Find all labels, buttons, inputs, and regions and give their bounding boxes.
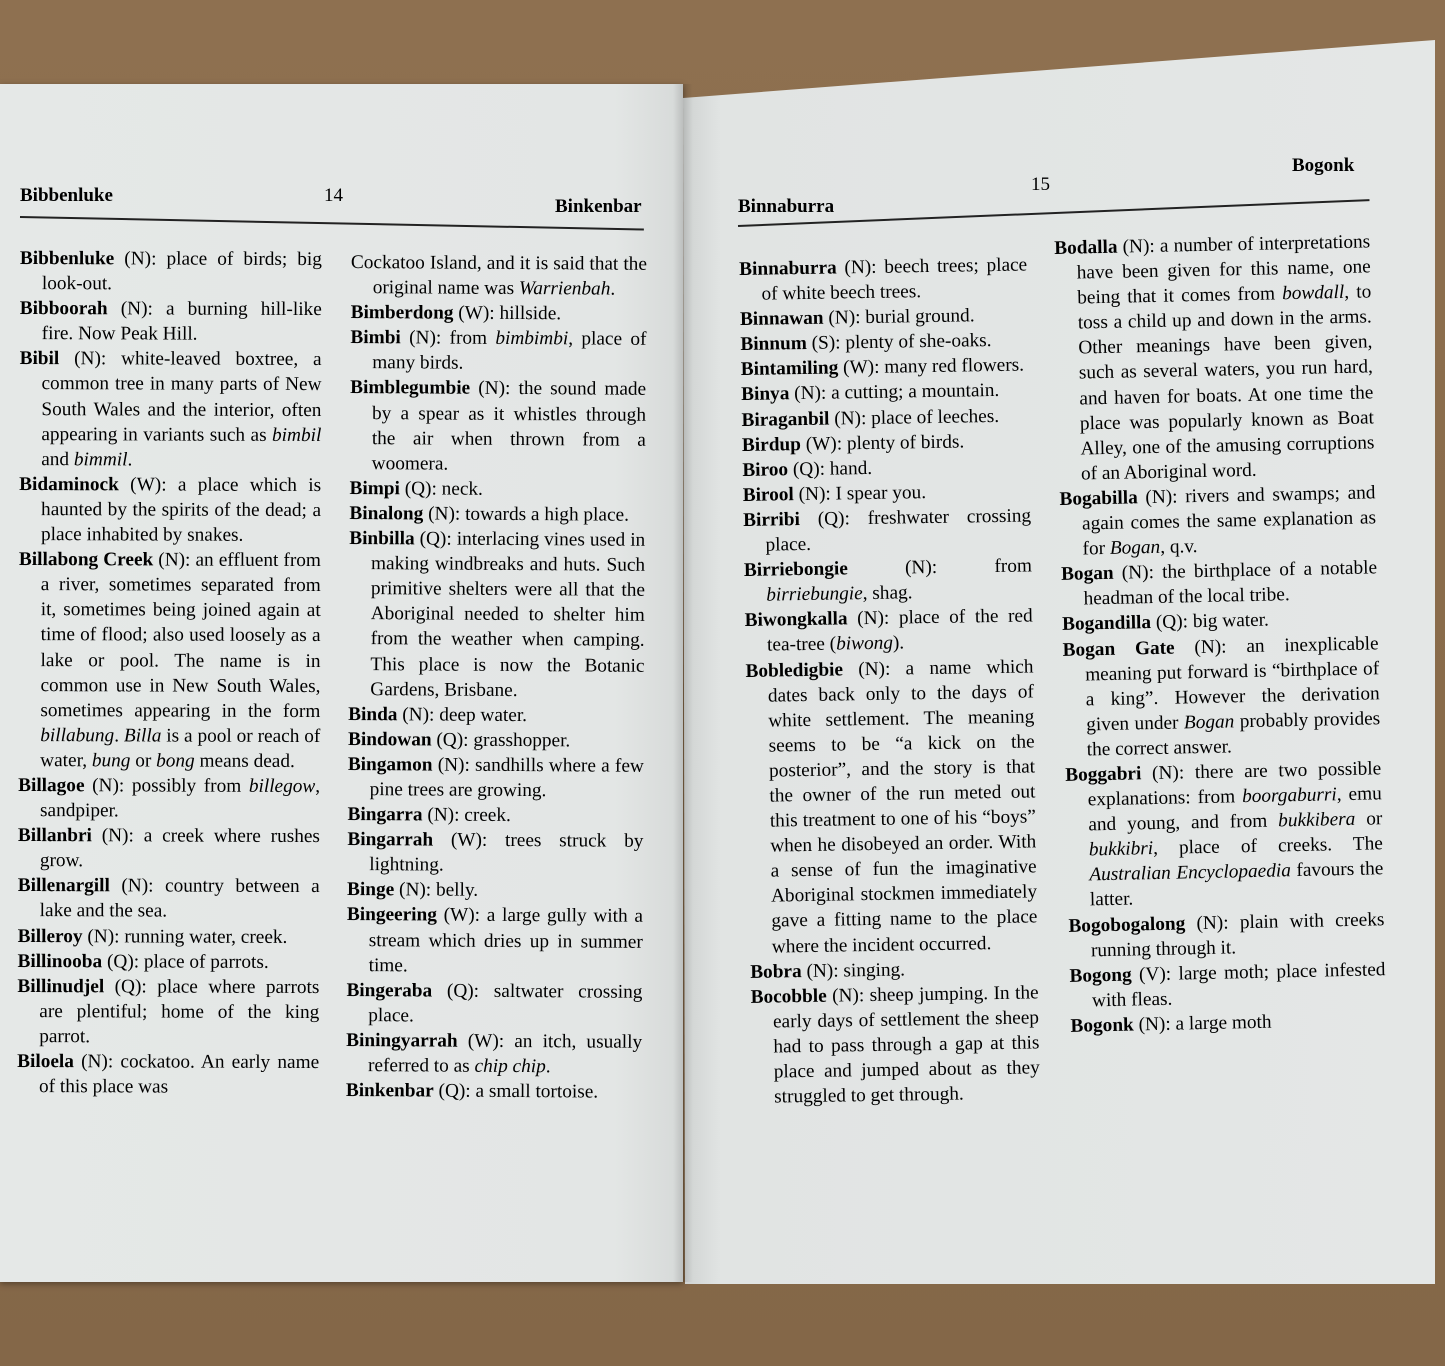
dictionary-entry	[744, 554, 1033, 609]
dictionary-entry	[1065, 756, 1384, 913]
entry-headword: Binalong	[349, 502, 424, 525]
entry-definition: (W): many red flowers.	[838, 354, 1025, 379]
entry-italic-term: biwong	[835, 633, 894, 655]
entry-headword: Binnum	[740, 333, 807, 356]
dictionary-entry	[349, 476, 645, 503]
left-running-head-start: Bibbenluke	[20, 185, 113, 206]
dictionary-entry	[750, 980, 1040, 1110]
entry-headword: Billeroy	[17, 925, 83, 947]
entry-definition: (W): trees struck by lightning.	[369, 829, 644, 876]
dictionary-entry	[1059, 480, 1377, 562]
entry-definition: (N): from	[847, 555, 1033, 580]
entry-definition: (N): beech trees; place of white beech trees.	[761, 254, 1028, 305]
entry-definition: (N): a large moth	[1133, 1011, 1272, 1036]
entry-definition: (W): plenty of birds.	[800, 431, 965, 455]
dictionary-entry	[347, 827, 643, 879]
dictionary-entry	[1068, 907, 1385, 964]
right-column-2	[1054, 229, 1387, 1038]
entry-definition: .	[127, 449, 133, 471]
entry-definition: (Q): place of parrots.	[102, 950, 269, 973]
dictionary-entry	[346, 1078, 642, 1105]
dictionary-entry	[741, 403, 1029, 433]
entry-headword: Billabong Creek	[18, 549, 154, 571]
entry-definition: (N): a number of interpretations have been given for this name, one being that it comes from	[1076, 231, 1371, 309]
entry-definition: (Q): freshwater crossing place.	[765, 505, 1032, 556]
entry-definition: , place of creeks. The	[1152, 833, 1384, 860]
entry-italic-term: boorgaburri	[1241, 784, 1337, 808]
dictionary-entry	[18, 873, 320, 924]
entry-italic-term: bung	[91, 750, 131, 772]
entry-definition: .	[545, 1056, 551, 1078]
entry-headword: Bimbi	[350, 327, 401, 349]
entry-headword: Bogonk	[1070, 1014, 1134, 1037]
entry-definition: (N): place of birds; big look-out.	[41, 248, 322, 295]
entry-headword: Bocobble	[750, 985, 827, 1008]
dictionary-entry	[350, 375, 647, 477]
dictionary-entry	[741, 378, 1029, 408]
dictionary-entry	[17, 974, 319, 1050]
dictionary-entry	[1061, 556, 1378, 613]
entry-headword: Bingeering	[346, 904, 437, 926]
entry-definition: .	[114, 725, 124, 747]
entry-definition: means dead.	[194, 750, 295, 772]
entry-definition: Cockatoo Island, and it is said that the original name was	[350, 251, 647, 300]
dictionary-entry	[348, 727, 644, 754]
entry-headword: Bibil	[19, 348, 60, 370]
entry-definition: , to toss a child up and down in the arms. Other meanings have been given, such as several waters, you run hard, and haven for boats. At one time the place was popularly known as Boat Alley, one of the amusing corruptions of an Aboriginal word.	[1077, 281, 1375, 485]
entry-headword: Billinudjel	[17, 975, 105, 998]
entry-headword: Bimblegumbie	[350, 377, 471, 400]
right-column-1	[739, 252, 1040, 1110]
entry-definition: (N): an inexplicable meaning put forward is “birthplace of a king”. However the derivation given under	[1084, 632, 1380, 736]
entry-definition: (N): belly.	[394, 879, 479, 902]
entry-italic-term: bukkibera	[1277, 808, 1356, 832]
entry-headword: Bobledigbie	[745, 658, 844, 682]
entry-definition: (N): possibly from	[84, 775, 249, 797]
entry-headword: Bodalla	[1054, 236, 1118, 259]
left-column-2	[346, 250, 647, 1105]
entry-definition: (Q): big water.	[1150, 609, 1270, 634]
entry-headword: Birribi	[742, 509, 801, 531]
entry-headword: Bibboorah	[19, 298, 108, 320]
dictionary-entry	[18, 924, 320, 950]
entry-definition: probably provides the correct answer.	[1086, 708, 1381, 761]
entry-definition: (Q): a small tortoise.	[433, 1080, 599, 1103]
dictionary-entry	[349, 501, 645, 528]
entry-italic-term: billegow	[248, 775, 316, 798]
entry-definition: (N): singing.	[801, 959, 906, 982]
entry-definition: (N): place of leeches.	[829, 405, 1000, 430]
entry-italic-term: Australian Encyclopaedia	[1089, 860, 1292, 886]
dictionary-entry	[19, 472, 321, 548]
entry-definition: (Q): neck.	[399, 478, 483, 500]
entry-headword: Bogandilla	[1061, 612, 1152, 636]
entry-headword: Bobra	[750, 960, 802, 983]
entry-definition: (N): from	[400, 327, 496, 350]
entry-headword: Billinooba	[17, 950, 103, 972]
left-page-number: 14	[324, 185, 343, 206]
dictionary-entry	[1069, 957, 1386, 1014]
entry-headword: Birool	[742, 484, 794, 506]
entry-headword: Bingarra	[347, 804, 423, 826]
entry-headword: Bogan Gate	[1062, 637, 1175, 661]
entry-headword: Biroo	[742, 459, 789, 481]
entry-headword: Bindowan	[347, 728, 432, 751]
entry-headword: Bingarrah	[347, 829, 434, 851]
entry-headword: Bintamiling	[740, 357, 839, 381]
entry-definition: ).	[892, 632, 905, 655]
dictionary-entry	[18, 773, 320, 824]
entry-definition: or	[1355, 808, 1383, 830]
dictionary-entry	[20, 296, 322, 347]
entry-definition: (S): plenty of she-oaks.	[806, 330, 992, 355]
entry-headword: Binbilla	[349, 528, 415, 550]
entry-headword: Biraganbil	[741, 408, 830, 431]
dictionary-entry	[351, 300, 647, 327]
right-page-number: 15	[1031, 174, 1050, 195]
entry-definition: (N): a cutting; a mountain.	[789, 380, 1000, 405]
entry-headword: Billagoe	[18, 774, 85, 797]
entry-definition: (N): burial ground.	[823, 305, 975, 329]
entry-italic-term: bimmil	[73, 448, 128, 471]
entry-definition: (N): an effluent from a river, sometimes separated from it, sometimes being joined again at time of flood; also used loosely as a lake or pool. The name is in common use in New South Wales, sometimes appearing in the form	[40, 549, 321, 722]
entry-italic-term: bowdall	[1281, 282, 1345, 305]
entry-italic-term: chip chip	[474, 1055, 546, 1078]
entry-headword: Birdup	[741, 433, 802, 456]
entry-headword: Binda	[348, 703, 398, 725]
book-gutter	[673, 84, 693, 1282]
dictionary-entry	[347, 802, 643, 829]
entry-headword: Bogan	[1060, 563, 1114, 586]
entry-definition: (N): a name which dates back only to the days of white settlement. The meaning seems to be “a kick on the posterior”, and the story is that the owner of the run meted out this treatment to one of his “boys” when he disobeyed an order. With a sense of fun the imaginative Aboriginal stockmen immediately gave a fitting name to the place where the incident occurred.	[767, 655, 1038, 958]
entry-definition: , shag.	[862, 582, 913, 605]
dictionary-entry	[347, 877, 643, 904]
left-running-head-end: Binkenbar	[555, 196, 642, 217]
dictionary-entry	[745, 604, 1034, 659]
entry-headword: Bingamon	[347, 753, 433, 776]
right-running-head-start: Binnaburra	[738, 196, 835, 217]
entry-italic-term: bimbimbi	[495, 328, 569, 350]
entry-definition: , place of many birds.	[372, 328, 647, 375]
entry-definition: (Q): interlacing vines used in making windbreaks and huts. Such primitive shelters were all that the Aboriginal needed to shelter him from the weather when camping. This place is now the Botanic Gardens, Brisbane.	[370, 528, 646, 701]
entry-headword: Bibbenluke	[19, 247, 115, 270]
entry-definition: is a pool or reach of water,	[40, 725, 321, 772]
entry-headword: Binge	[347, 879, 395, 901]
dictionary-entry	[20, 246, 322, 297]
entry-headword: Binnaburra	[739, 257, 837, 280]
entry-headword: Biningyarrah	[346, 1029, 458, 1052]
entry-italic-term: bimbil	[272, 424, 322, 446]
entry-headword: Bimberdong	[350, 302, 454, 324]
entry-definition: (N): rivers and swamps; and again comes the same explanation as for	[1081, 482, 1377, 560]
entry-italic-term: Bogan	[1183, 711, 1235, 734]
dictionary-entry	[346, 1028, 642, 1080]
entry-italic-term: Billa	[123, 725, 162, 747]
entry-definition: and	[41, 448, 74, 470]
entry-headword: Billenargill	[17, 875, 110, 897]
entry-italic-term: bukkibri	[1088, 838, 1154, 861]
entry-definition: (Q): grasshopper.	[431, 729, 571, 752]
entry-headword: Bimpi	[349, 477, 400, 500]
entry-definition: , q.v.	[1159, 536, 1198, 558]
entry-headword: Bogobogalong	[1068, 912, 1186, 937]
entry-definition: .	[610, 278, 616, 300]
dictionary-entry	[350, 325, 646, 377]
dictionary-entry	[18, 823, 320, 874]
entry-headword: Billanbri	[17, 825, 92, 847]
left-column-1	[17, 246, 322, 1100]
entry-definition: (N): cockatoo. An early name of this place was	[39, 1051, 320, 1098]
dictionary-entry	[743, 503, 1032, 558]
entry-definition: (Q): saltwater crossing place.	[368, 980, 643, 1027]
entry-definition: (W): a large gully with a stream which dries up in summer time.	[368, 904, 643, 976]
entry-definition: (N): place of the red tea-tree (	[766, 605, 1033, 657]
dictionary-entry	[348, 752, 644, 804]
entry-definition: , sandpiper.	[39, 776, 321, 822]
entry-headword: Bidaminock	[19, 473, 119, 496]
dictionary-entry	[348, 526, 645, 703]
dictionary-entry	[348, 702, 644, 729]
entry-definition: (N): country between a lake and the sea.	[39, 875, 320, 922]
entry-definition: favours the latter.	[1089, 858, 1384, 911]
entry-headword: Biwongkalla	[744, 608, 848, 632]
entry-definition: (N): the birthplace of a notable headman of the local tribe.	[1083, 557, 1378, 610]
entry-definition: (N): deep water.	[397, 703, 528, 726]
dictionary-entry	[346, 978, 642, 1030]
entry-headword: Bogabilla	[1059, 487, 1138, 510]
entry-italic-term: Bogan	[1109, 536, 1161, 560]
entry-headword: Bingeraba	[346, 979, 433, 1002]
entry-definition: (N): I spear you.	[793, 481, 927, 506]
entry-definition: (N): a creek where rushes grow.	[39, 825, 320, 872]
dictionary-entry	[347, 902, 643, 979]
dictionary-entry	[19, 346, 321, 473]
entry-italic-term: bong	[156, 750, 195, 772]
dictionary-entry	[1054, 229, 1375, 487]
entry-italic-term: birriebungie	[766, 583, 863, 606]
dictionary-entry	[351, 250, 647, 302]
entry-headword: Binkenbar	[345, 1080, 434, 1102]
entry-definition: (N): sandhills where a few pine trees are growing.	[369, 754, 644, 802]
entry-definition: (Q): hand.	[787, 457, 873, 481]
dictionary-entry	[1062, 631, 1381, 763]
entry-headword: Biloela	[17, 1050, 74, 1073]
dictionary-entry	[17, 1049, 319, 1100]
entry-definition: or	[130, 750, 157, 772]
entry-definition: (N): sheep jumping. In the early days of settlement the sheep had to pass through a gap at this place and jumped about as they struggled to get through.	[772, 982, 1040, 1108]
dictionary-entry	[18, 547, 321, 774]
entry-headword: Boggabri	[1065, 763, 1142, 786]
entry-definition: (W): hillside.	[453, 302, 562, 325]
entry-headword: Birriebongie	[743, 558, 848, 582]
entry-definition: (N): the sound made by a spear as it whistles through the air when thrown from a woomera.	[371, 378, 647, 475]
entry-definition: (N): creek.	[422, 804, 511, 827]
entry-definition: , emu and young, and from	[1088, 783, 1382, 836]
entry-definition: (W): a place which is haunted by the spirits of the dead; a place inhabited by snakes.	[40, 474, 322, 546]
entry-headword: Binya	[741, 383, 790, 406]
entry-italic-term: billabung	[40, 724, 115, 747]
entry-definition: (N): there are two possible explanations: from	[1087, 758, 1382, 811]
entry-definition: (V): large moth; place infested with fleas.	[1091, 958, 1386, 1012]
entry-definition: (N): towards a high place.	[423, 503, 630, 526]
entry-headword: Binnawan	[739, 307, 824, 331]
entry-headword: Bogong	[1069, 964, 1132, 987]
dictionary-entry	[739, 252, 1028, 307]
entry-definition: (N): white-leaved boxtree, a common tree in many parts of New South Wales and the interior, often appearing in variants such as	[41, 348, 322, 446]
entry-definition: (Q): place where parrots are plentiful; home of the king parrot.	[39, 976, 320, 1048]
entry-italic-term: Warrienbah	[518, 278, 611, 300]
right-running-head-end: Bogonk	[1292, 155, 1355, 176]
dictionary-entry	[745, 654, 1038, 960]
dictionary-entry	[17, 949, 319, 975]
entry-definition: (N): plain with creeks running through it.	[1090, 908, 1385, 962]
entry-definition: (N): a burning hill-like fire. Now Peak Hill.	[41, 298, 322, 345]
entry-definition: (W): an itch, usually referred to as	[367, 1030, 643, 1077]
entry-definition: (N): running water, creek.	[82, 925, 288, 948]
